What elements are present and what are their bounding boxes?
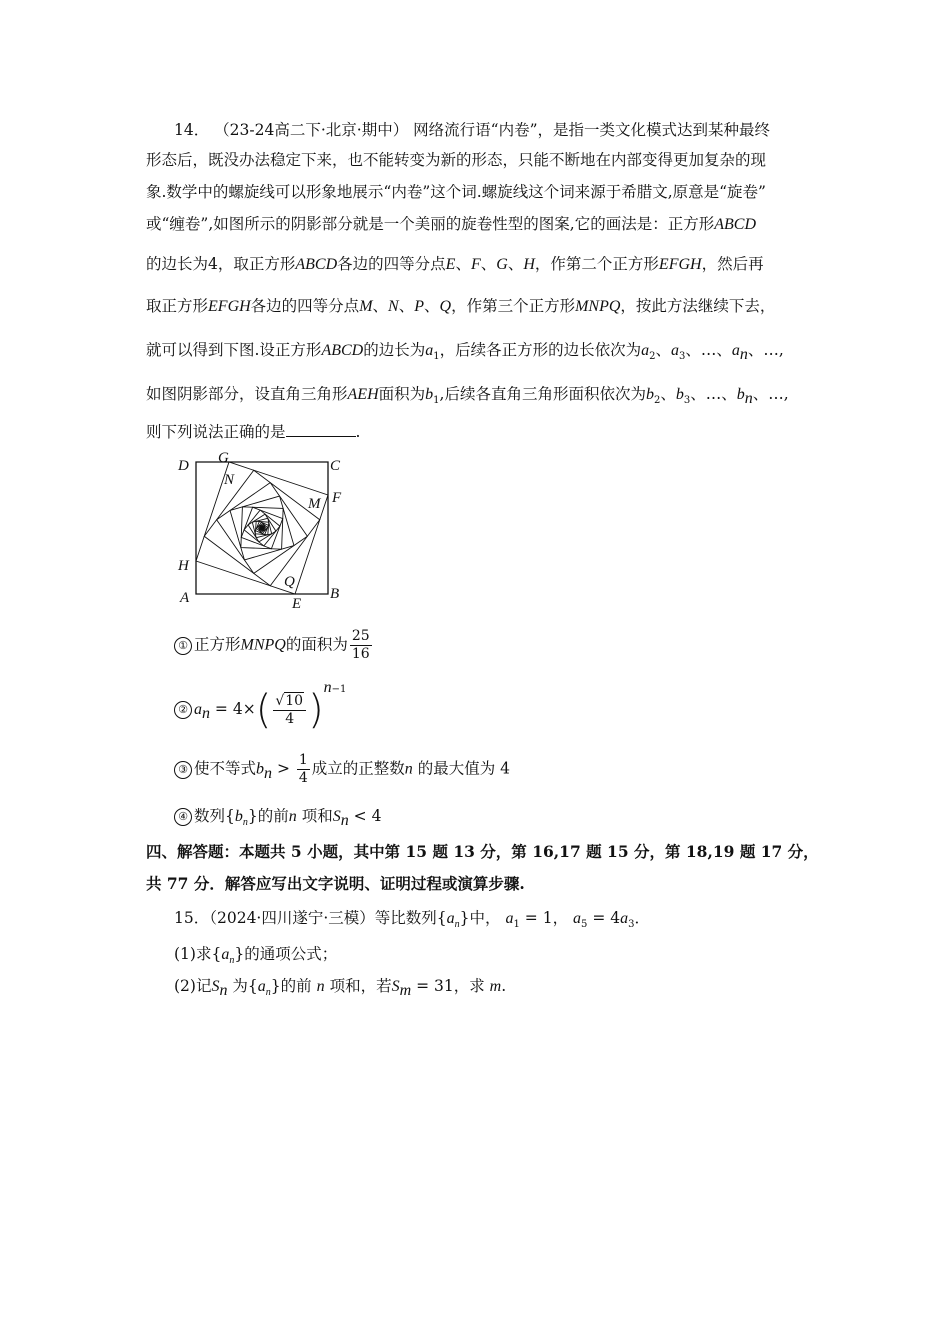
spiral-lines bbox=[196, 462, 328, 594]
label-H: H bbox=[178, 558, 189, 574]
option-3-mark: ③ bbox=[174, 761, 192, 779]
label-N: N bbox=[224, 472, 235, 488]
section-4-heading-line-1: 四、解答题：本题共 5 小题，其中第 15 题 13 分，第 16,17 题 15 分，第 18,19 题 17 分， bbox=[146, 842, 819, 861]
fraction-1-4: $\frac{1}{4}$ bbox=[298, 752, 308, 786]
q14-line-7: 就可以得到下图.设正方形ABCD的边长为$a_1$，后续各正方形的边长依次为$a_2$、$a_3$、…、$a_n$、…, bbox=[146, 341, 784, 364]
q14-line-3: 象.数学中的螺旋线可以形象地展示“内卷”这个词.螺旋线这个词来源于希腊文,原意是“旋卷” bbox=[146, 183, 766, 201]
q14-line-5: 的边长为4，取正方形ABCD各边的四等分点E、F、G、H，作第二个正方形EFGH，然后再 bbox=[146, 255, 764, 273]
label-B: B bbox=[330, 586, 340, 602]
spiral-square-figure bbox=[172, 448, 352, 618]
q15-part-1: (1)求$\{a_n\}$的通项公式； bbox=[174, 945, 338, 967]
label-G: G bbox=[218, 450, 229, 466]
option-1: ① 正方形MNPQ的面积为 $\frac{25}{16}$ bbox=[174, 628, 374, 663]
q15-line-1: 15．（2024·四川遂宁·三模）等比数列$\{a_n\}$中， $a_1 = 1$， $a_5 = 4a_3$． bbox=[174, 909, 650, 931]
q14-source: （23-24高二下·北京·期中） bbox=[214, 121, 409, 139]
section-4-heading-line-2: 共 77 分．解答应写出文字说明、证明过程或演算步骤. bbox=[146, 874, 525, 893]
option-4-mark: ④ bbox=[174, 808, 192, 826]
label-Q: Q bbox=[284, 574, 295, 590]
answer-blank bbox=[286, 422, 356, 437]
option-3: ③ 使不等式$b_n$ > $\frac{1}{4}$ 成立的正整数n 的最大值为 4 bbox=[174, 752, 510, 787]
q14-line-6: 取正方形EFGH各边的四等分点M、N、P、Q，作第三个正方形MNPQ，按此方法继续下去， bbox=[146, 297, 776, 315]
label-F: F bbox=[332, 490, 342, 506]
q14-number: 14． bbox=[174, 121, 210, 139]
label-E: E bbox=[292, 596, 302, 612]
q14-line-1: 14． （23-24高二下·北京·期中） 网络流行语“内卷”，是指一类文化模式达到某种最终 bbox=[174, 121, 771, 139]
option-2-mark: ② bbox=[174, 701, 192, 719]
label-C: C bbox=[330, 458, 341, 474]
label-A: A bbox=[180, 590, 190, 606]
label-M: M bbox=[308, 496, 321, 512]
option-4: ④ 数列$\{b_n\}$的前n 项和$S_n < 4$ bbox=[174, 804, 381, 826]
fraction-25-16: $\frac{25}{16}$ bbox=[351, 628, 370, 662]
q14-line-4: 或“缠卷”,如图所示的阴影部分就是一个美丽的旋卷性型的图案,它的画法是：正方形ABCD bbox=[146, 215, 756, 233]
q14-line-9: 则下列说法正确的是 . bbox=[146, 423, 361, 441]
fraction-sqrt10-4: $\frac{√10}{4}$ bbox=[273, 693, 306, 728]
q14-line-2: 形态后，既没办法稳定下来，也不能转变为新的形态，只能不断地在内部变得更加复杂的现 bbox=[146, 151, 767, 169]
option-1-mark: ① bbox=[174, 637, 192, 655]
q15-number: 15． bbox=[174, 909, 210, 927]
q15-part-2: (2)记$S_n$ 为$\{a_n\}$的前 n 项和，若$S_m = 31$，求 m. bbox=[174, 977, 507, 1000]
option-2: ② $a_n = 4\times$( $\frac{√10}{4}$ )$^{n-1}$ bbox=[174, 690, 346, 730]
q14-line-8: 如图阴影部分，设直角三角形AEH面积为$b_1$,后续各直角三角形面积依次为$b_2$、$b_3$、…、$b_n$、…, bbox=[146, 385, 789, 408]
label-D: D bbox=[178, 458, 189, 474]
